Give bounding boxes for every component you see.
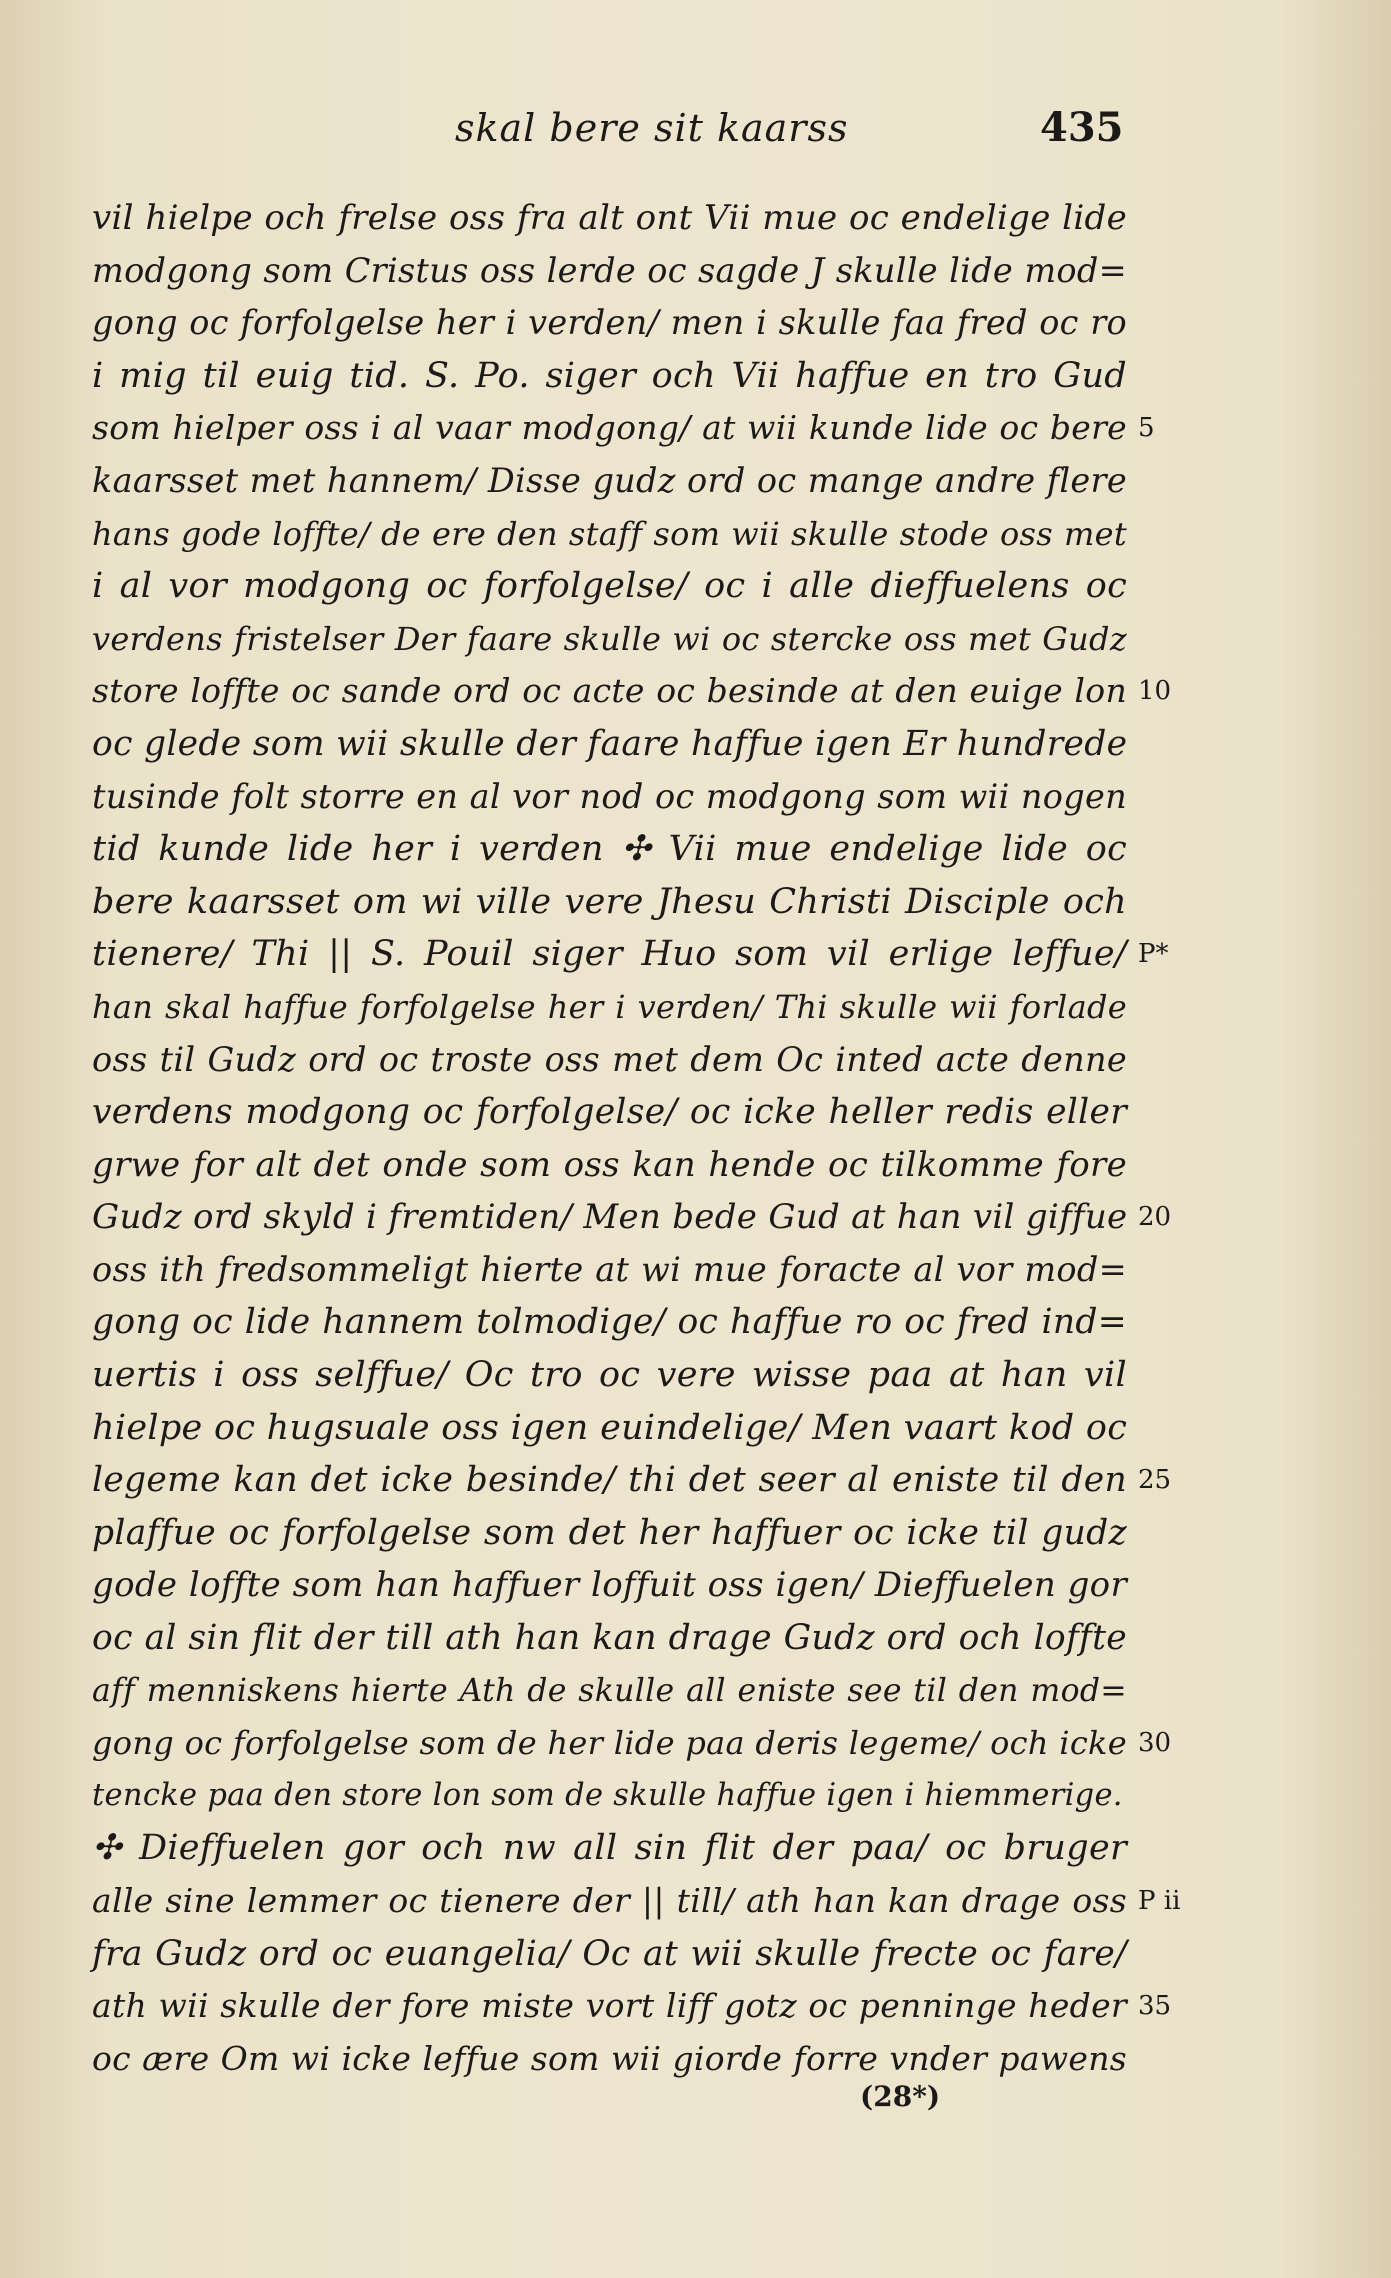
text-line: aff menniskens hierte Ath de skulle all eniste see til den mod= [92, 1672, 1127, 1709]
text-line: hans gode loffte/ de ere den staff som wii skulle stode oss met [92, 514, 1127, 553]
text-line: oc ære Om wi icke leffue som wii giorde forre vnder pawens [92, 2038, 1127, 2078]
text-line: oc al sin flit der till ath han kan drage Gudz ord och loffte [92, 1618, 1127, 1659]
text-line: fra Gudz ord oc euangelia/ Oc at wii skulle frecte oc fare/ [92, 1933, 1127, 1974]
margin-line-number: P* [1138, 939, 1169, 970]
page-number: 435 [1040, 104, 1124, 151]
text-line: vil hielpe och frelse oss fra alt ont Vii mue oc endelige lide [92, 198, 1127, 238]
text-line: tienere/ Thi || S. Pouil siger Huo som vil erlige leffue/ [92, 934, 1127, 975]
text-line: tusinde folt storre en al vor nod oc modgong som wii nogen [92, 776, 1127, 816]
text-line: oss ith fredsommeligt hierte at wi mue foracte al vor mod= [92, 1249, 1127, 1289]
body-text [92, 192, 1127, 2085]
text-line: hielpe oc hugsuale oss igen euindelige/ Men vaart kod oc [92, 1407, 1128, 1448]
text-line: verdens fristelser Der faare skulle wi oc stercke oss met Gudz [92, 619, 1127, 658]
text-line: bere kaarsset om wi ville vere Jhesu Christi Disciple och [92, 881, 1127, 922]
text-line: store loffte oc sande ord oc acte oc besinde at den euige lon [92, 671, 1127, 711]
text-line: ✣ Dieffuelen gor och nw all sin flit der paa/ oc bruger [92, 1828, 1127, 1869]
text-line: legeme kan det icke besinde/ thi det seer al eniste til den [92, 1460, 1127, 1501]
signature-mark: (28*) [860, 2080, 941, 2113]
text-line: gong oc lide hannem tolmodige/ oc haffue ro oc fred ind= [92, 1302, 1127, 1343]
margin-line-number: P ii [1138, 1886, 1181, 1917]
margin-line-number: 10 [1138, 676, 1172, 707]
text-line: i al vor modgong oc forfolgelse/ oc i alle dieffuelens oc [92, 566, 1127, 607]
margin-line-number: 5 [1138, 413, 1155, 444]
margin-line-number: 35 [1138, 1991, 1172, 2022]
text-line: i mig til euig tid. S. Po. siger och Vii haffue en tro Gud [92, 355, 1127, 396]
text-line: plaffue oc forfolgelse som det her haffuer oc icke til gudz [92, 1512, 1127, 1553]
text-line: oss til Gudz ord oc troste oss met dem Oc inted acte denne [92, 1039, 1127, 1079]
text-line: gong oc forfolgelse som de her lide paa deris legeme/ och icke [92, 1724, 1127, 1763]
text-line: tid kunde lide her i verden ✣ Vii mue endelige lide oc [92, 829, 1127, 870]
text-line: verdens modgong oc forfolgelse/ oc icke heller redis eller [92, 1092, 1127, 1133]
text-line: gode loffte som han haffuer loffuit oss igen/ Dieffuelen gor [92, 1565, 1127, 1606]
text-line: alle sine lemmer oc tienere der || till/ ath han kan drage oss [92, 1881, 1127, 1920]
text-line: som hielper oss i al vaar modgong/ at wii kunde lide oc bere [92, 408, 1127, 448]
text-line: gong oc forfolgelse her i verden/ men i skulle faa fred oc ro [92, 303, 1127, 343]
page-header [0, 100, 1391, 160]
text-line: Gudz ord skyld i fremtiden/ Men bede Gud at han vil giffue [92, 1197, 1128, 1238]
text-line: modgong som Cristus oss lerde oc sagde J skulle lide mod= [92, 250, 1127, 290]
running-head: skal bere sit kaarss [455, 106, 849, 150]
text-line: grwe for alt det onde som oss kan hende oc tilkomme fore [92, 1144, 1127, 1185]
margin-line-number: 25 [1138, 1465, 1172, 1496]
text-line: ath wii skulle der fore miste vort liff gotz oc penninge heder [92, 1986, 1127, 2026]
text-line: tencke paa den store lon som de skulle haffue igen i hiemmerige. [92, 1777, 1123, 1813]
text-line: han skal haffue forfolgelse her i verden/ Thi skulle wii forlade [92, 987, 1127, 1026]
margin-line-number: 30 [1138, 1728, 1172, 1759]
text-line: kaarsset met hannem/ Disse gudz ord oc mange andre flere [92, 460, 1127, 500]
text-line: oc glede som wii skulle der faare haffue igen Er hundrede [92, 723, 1128, 764]
margin-line-number: 20 [1138, 1202, 1172, 1233]
text-line: uertis i oss selffue/ Oc tro oc vere wisse paa at han vil [92, 1355, 1127, 1396]
